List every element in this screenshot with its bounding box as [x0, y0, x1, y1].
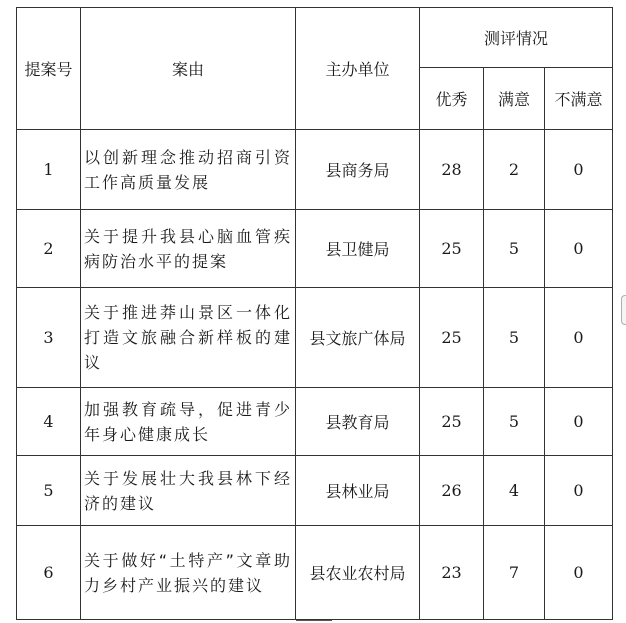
cell-id: 5 [17, 456, 81, 526]
cell-satisfied: 2 [484, 130, 545, 210]
cell-satisfied: 5 [484, 388, 545, 456]
cell-satisfied: 5 [484, 288, 545, 388]
table-row [17, 388, 613, 456]
cell-unit: 县卫健局 [296, 210, 420, 288]
cell-case: 关于发展壮大我县林下经济的建议 [81, 456, 296, 526]
cell-id: 3 [17, 288, 81, 388]
cell-unsatisfied: 0 [545, 388, 613, 456]
cell-case: 以创新理念推动招商引资工作高质量发展 [81, 130, 296, 210]
header-unsatisfied: 不满意 [545, 68, 613, 130]
cell-satisfied: 7 [484, 526, 545, 620]
cell-case: 关于推进莽山景区一体化打造文旅融合新样板的建议 [81, 288, 296, 388]
cell-satisfied: 5 [484, 210, 545, 288]
cell-unit: 县商务局 [296, 130, 420, 210]
cell-case: 加强教育疏导，促进青少年身心健康成长 [81, 388, 296, 456]
table-row [17, 130, 613, 210]
header-id: 提案号 [17, 8, 81, 130]
cell-unsatisfied: 0 [545, 210, 613, 288]
table-row [17, 526, 613, 620]
table-row [17, 288, 613, 388]
table-row [17, 210, 613, 288]
header-case: 案由 [81, 8, 296, 130]
header-satisfied: 满意 [484, 68, 545, 130]
cell-excellent: 26 [420, 456, 484, 526]
evaluation-table [16, 7, 613, 620]
cell-unit: 县林业局 [296, 456, 420, 526]
cell-unit: 县教育局 [296, 388, 420, 456]
cell-case: 关于提升我县心脑血管疾病防治水平的提案 [81, 210, 296, 288]
side-scroll-handle[interactable] [621, 295, 626, 325]
cell-satisfied: 4 [484, 456, 545, 526]
cell-id: 1 [17, 130, 81, 210]
cell-id: 4 [17, 388, 81, 456]
cell-id: 2 [17, 210, 81, 288]
header-row-top [17, 8, 613, 68]
cell-excellent: 25 [420, 210, 484, 288]
cell-excellent: 23 [420, 526, 484, 620]
cell-id: 6 [17, 526, 81, 620]
cell-case: 关于做好“土特产”文章助力乡村产业振兴的建议 [81, 526, 296, 620]
cell-unsatisfied: 0 [545, 288, 613, 388]
header-evaluation: 测评情况 [420, 8, 613, 68]
cell-excellent: 25 [420, 288, 484, 388]
cell-unit: 县文旅广体局 [296, 288, 420, 388]
cell-excellent: 25 [420, 388, 484, 456]
cell-excellent: 28 [420, 130, 484, 210]
header-excellent: 优秀 [420, 68, 484, 130]
header-unit: 主办单位 [296, 8, 420, 130]
cell-unsatisfied: 0 [545, 130, 613, 210]
page-edge-marker [296, 620, 332, 621]
cell-unsatisfied: 0 [545, 456, 613, 526]
cell-unit: 县农业农村局 [296, 526, 420, 620]
cell-unsatisfied: 0 [545, 526, 613, 620]
table-row [17, 456, 613, 526]
